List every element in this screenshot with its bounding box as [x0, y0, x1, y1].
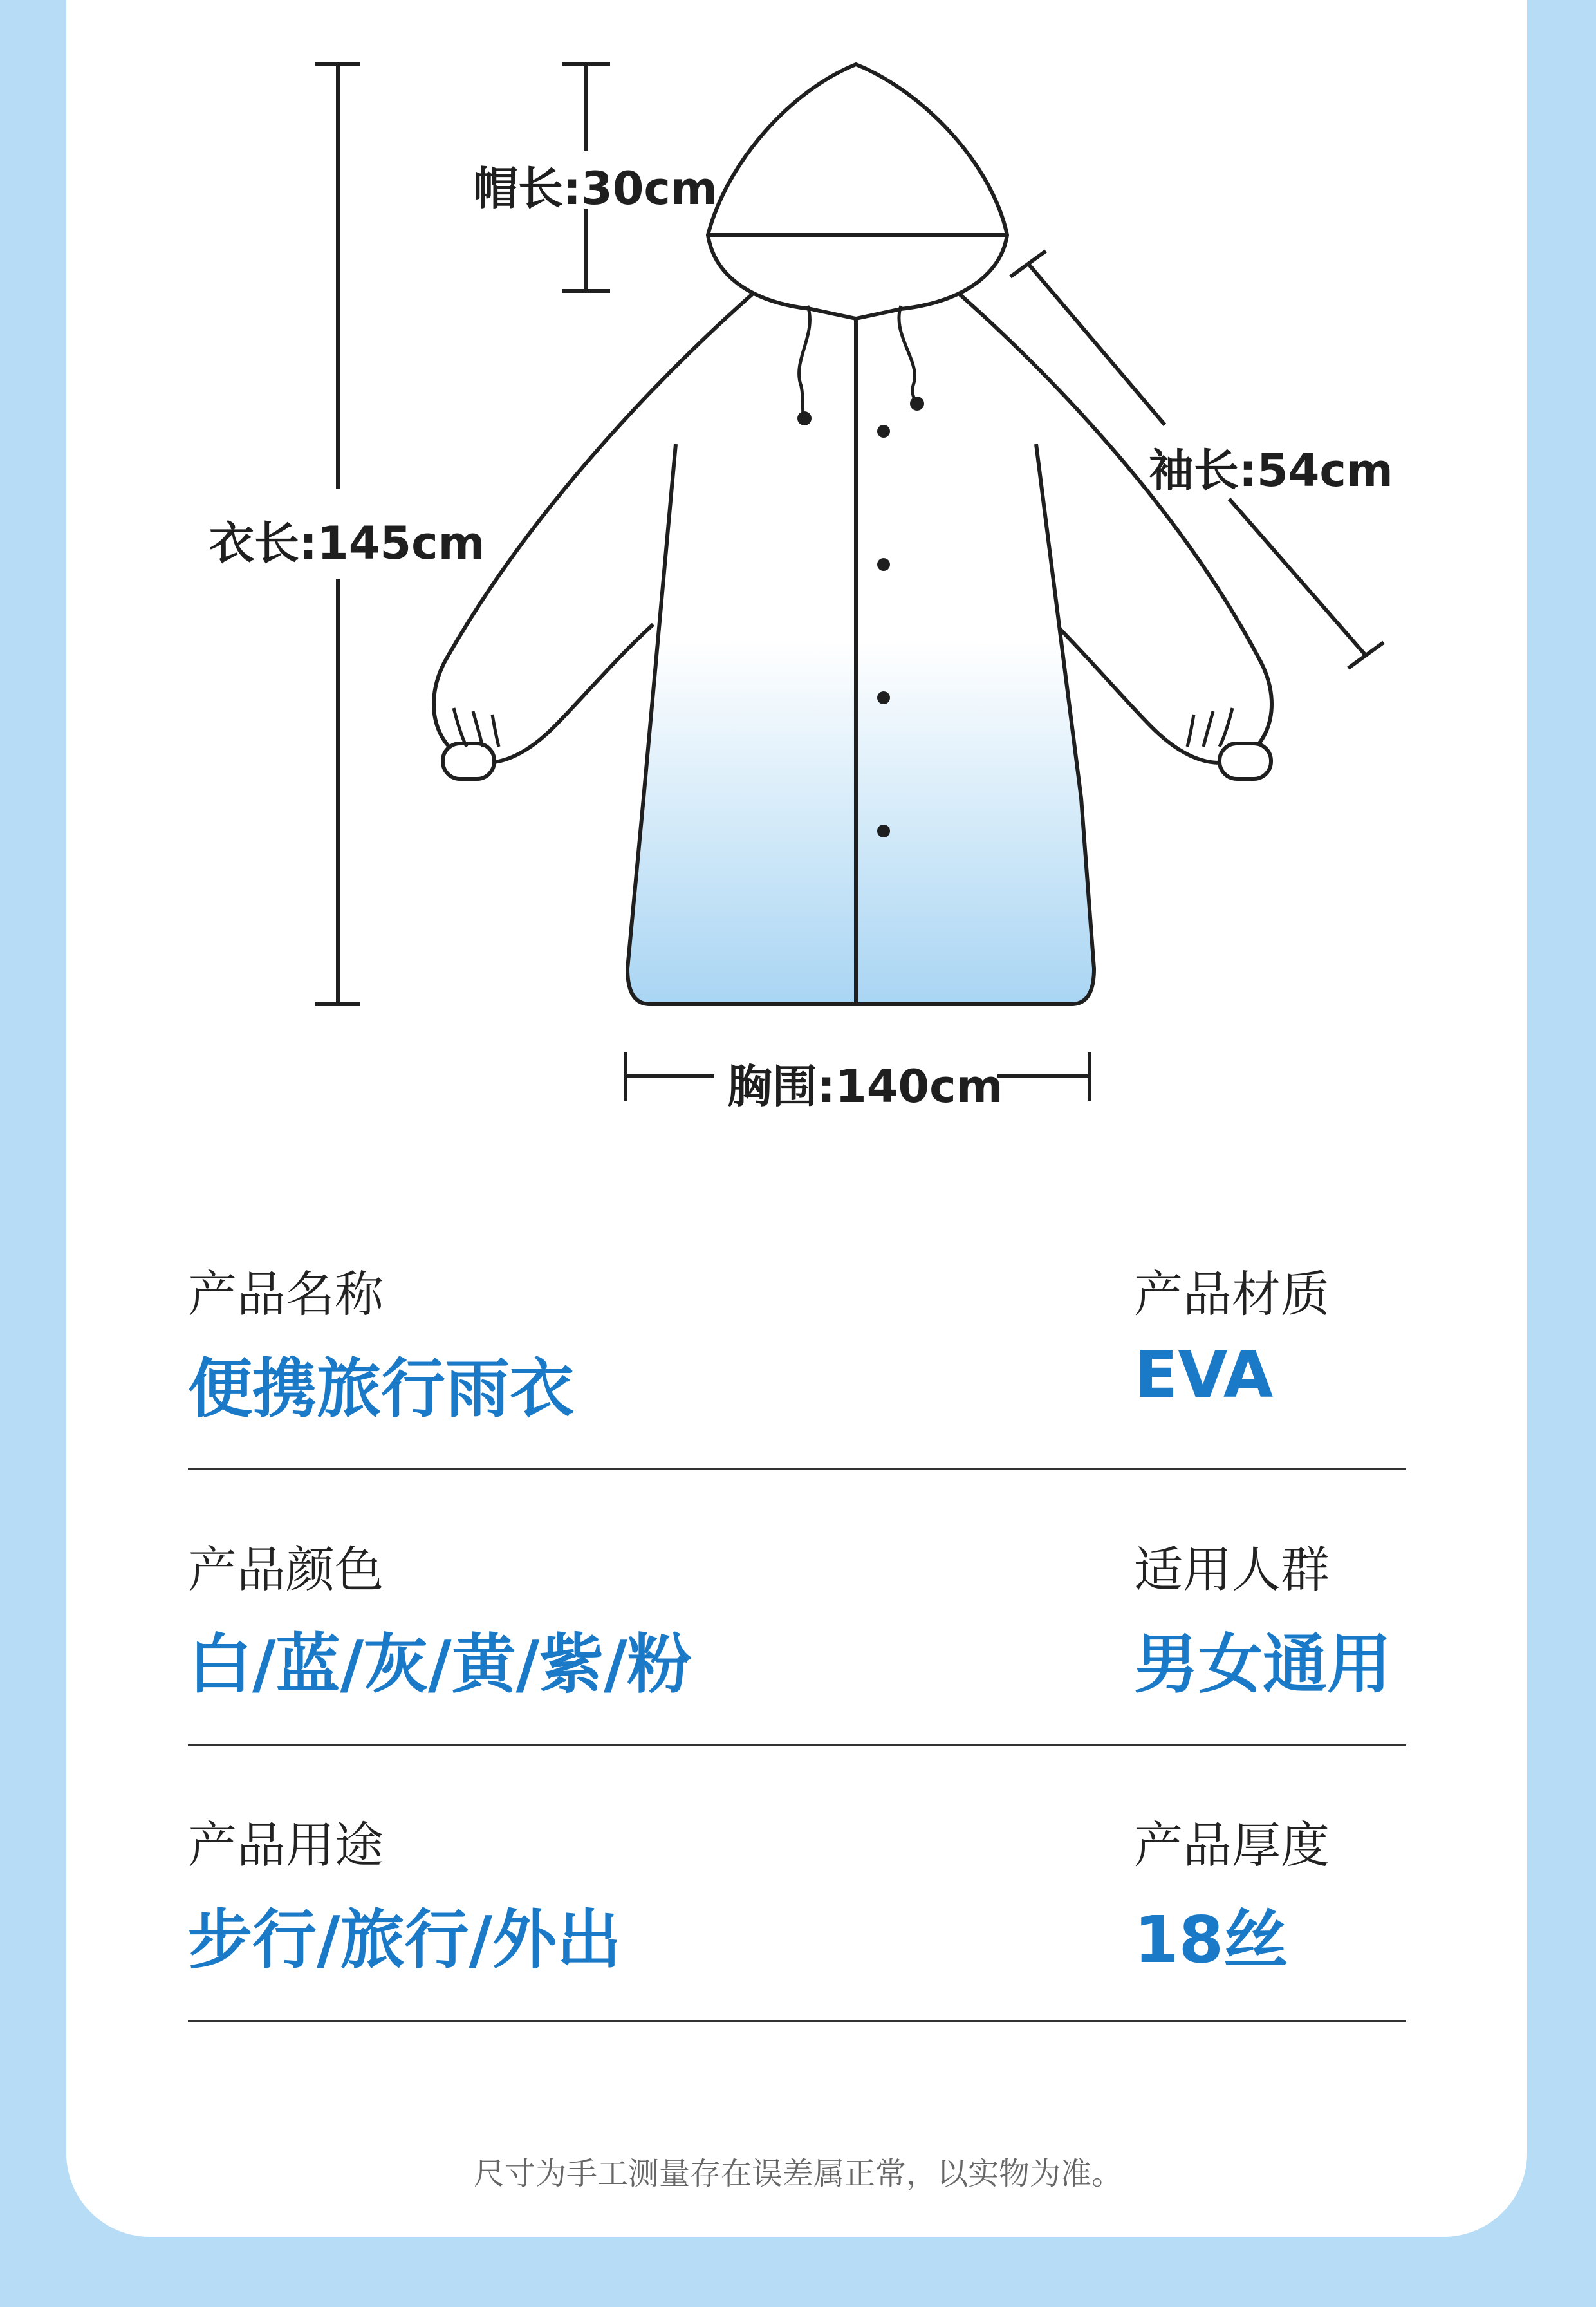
spec-label: 产品用途 — [188, 1817, 384, 1874]
divider — [188, 1468, 1406, 1470]
button — [877, 825, 890, 837]
hood-length-label: 帽长:30cm — [473, 162, 718, 215]
spec-value: EVA — [1134, 1337, 1274, 1412]
spec-usage — [188, 1806, 621, 1981]
spec-value: 步行/旅行/外出 — [188, 1902, 622, 1977]
spec-value: 便携旅行雨衣 — [188, 1351, 574, 1426]
spec-label: 产品材质 — [1134, 1266, 1330, 1323]
spec-color — [188, 1531, 692, 1705]
spec-label: 产品厚度 — [1134, 1817, 1330, 1874]
spec-label: 产品名称 — [188, 1266, 384, 1323]
right-cuff — [1220, 743, 1271, 779]
divider — [188, 1744, 1406, 1746]
spec-audience — [1134, 1531, 1391, 1705]
spec-value: 18丝 — [1134, 1902, 1288, 1977]
spec-label: 适用人群 — [1134, 1541, 1330, 1598]
coat-body — [627, 444, 1094, 1004]
chest-label: 胸围:140cm — [727, 1060, 1003, 1113]
body-length-label: 衣长:145cm — [209, 517, 485, 570]
left-cuff — [443, 743, 494, 779]
spec-label: 产品颜色 — [188, 1541, 384, 1598]
divider — [188, 2020, 1406, 2022]
measurement-note: 尺寸为手工测量存在误差属正常，以实物为准。 — [473, 2156, 1122, 2192]
button — [877, 425, 890, 438]
sleeve-length-label: 袖长:54cm — [1149, 444, 1393, 497]
button — [877, 558, 890, 571]
hood — [708, 64, 1007, 319]
spec-product-name — [188, 1255, 574, 1430]
spec-value: 男女通用 — [1134, 1627, 1391, 1702]
button — [877, 691, 890, 704]
spec-value: 白/蓝/灰/黄/紫/粉 — [188, 1627, 692, 1702]
spec-thickness — [1134, 1806, 1330, 1981]
spec-material — [1134, 1255, 1330, 1412]
